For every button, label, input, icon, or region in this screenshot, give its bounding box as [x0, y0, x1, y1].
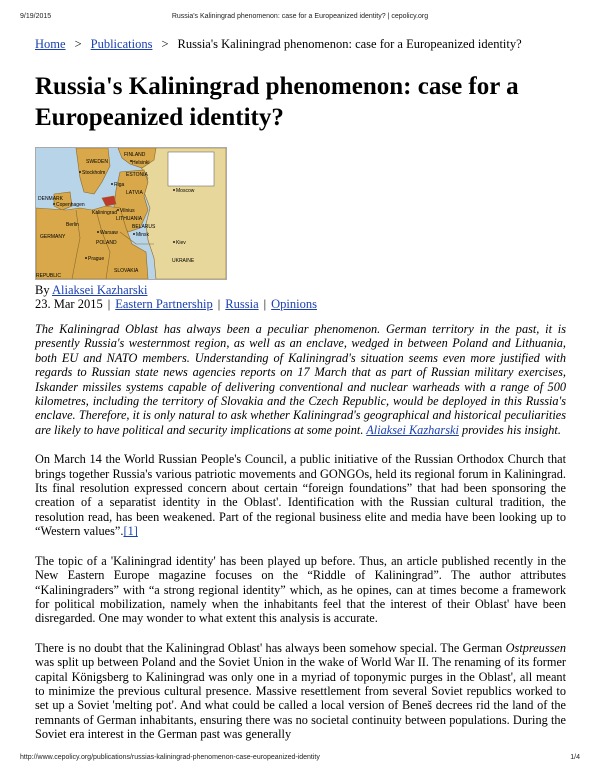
print-title: Russia's Kaliningrad phenomenon: case for a Europeanized identity? | cepolicy.org [171, 13, 429, 20]
byline-prefix: By [35, 283, 50, 297]
map-city-dot [130, 160, 132, 162]
map-label: REPUBLIC [36, 273, 62, 279]
map-label: GERMANY [40, 234, 66, 240]
map-city-dot [111, 183, 113, 185]
map-label: Kaliningrad [92, 210, 118, 216]
map-label: Stockholm [82, 170, 106, 176]
intro-suffix: provides his insight. [461, 422, 561, 437]
map-city-dot [53, 203, 55, 205]
print-header [20, 13, 580, 20]
author-link[interactable]: Aliaksei Kazharski [52, 283, 148, 297]
footnote-link[interactable]: [1] [123, 524, 138, 539]
paragraph-text: There is no doubt that the Kaliningrad Oblast' has always been somehow special. The German [35, 640, 503, 655]
breadcrumb [35, 37, 522, 52]
article-byline [35, 283, 317, 311]
map-label: Minsk [136, 232, 150, 238]
tag-link-russia[interactable]: Russia [225, 297, 259, 311]
intro-author-link[interactable]: Aliaksei Kazharski [366, 422, 459, 437]
map-label: Prague [88, 256, 105, 262]
tag-link-eastern-partnership[interactable]: Eastern Partnership [115, 297, 213, 311]
breadcrumb-separator: > [74, 37, 82, 51]
map-city-dot [85, 257, 87, 259]
map-label: POLAND [96, 240, 117, 246]
map-label: ESTONIA [126, 172, 148, 178]
map-label: FINLAND [124, 152, 146, 158]
map-kaliningrad-region [102, 196, 116, 206]
breadcrumb-home-link[interactable]: Home [35, 37, 66, 51]
map-label: LATVIA [126, 190, 143, 196]
article-meta [35, 297, 317, 311]
page-title: Russia's Kaliningrad phenomenon: case for a Europeanized identity? [35, 73, 519, 131]
map-label: UKRAINE [172, 258, 195, 264]
map-city-dot [97, 231, 99, 233]
map-city-dot [79, 171, 81, 173]
map-label: SWEDEN [86, 159, 108, 165]
intro-text: The Kaliningrad Oblast has always been a peculiar phenomenon. German territory in the past, it is presently Russia's westernmost region, as well as an enclave, wedged in between Poland and Lithuania, both EU and NATO members. Understanding of Kaliningrad's situation seems even more justified with regards to Russian state news agencies reports on 17 March that as part of Russian military exercises, Iskander missiles systems capable of delivering conventional and nuclear warheads with a range of 500 kilometres, including the territory of Slovakia and the Czech Republic, would be deployed in this Russia's enclave. Therefore, it is only natural to ask whether Kaliningrad's geographical and historical peculiarities are likely to have political and security implications at some point. [35, 322, 566, 437]
print-url: http://www.cepolicy.org/publications/russias-kaliningrad-phenomenon-case-europeanized-identity [20, 754, 320, 761]
map-label: LITHUANIA [116, 216, 143, 222]
map-label: Helsinki [132, 160, 150, 166]
map-label: Kiev [176, 240, 186, 246]
map-city-dot [173, 189, 175, 191]
article-paragraph [35, 452, 566, 538]
article-map-image [35, 147, 227, 280]
breadcrumb-publications-link[interactable]: Publications [90, 37, 153, 51]
map-label: Copenhagen [56, 202, 85, 208]
print-date: 9/19/2015 [20, 13, 52, 20]
map-label: BELARUS [132, 224, 156, 230]
author-line [35, 283, 317, 297]
meta-divider: | [263, 297, 267, 311]
breadcrumb-current: Russia's Kaliningrad phenomenon: case for a Europeanized identity? [177, 37, 522, 51]
article-date: 23. Mar 2015 [35, 297, 103, 311]
map-city-dot [133, 233, 135, 235]
paragraph-emphasis: Ostpreussen [505, 640, 566, 655]
map-label: DENMARK [38, 196, 64, 202]
meta-divider: | [107, 297, 111, 311]
breadcrumb-separator: > [161, 37, 169, 51]
tag-link-opinions[interactable]: Opinions [271, 297, 317, 311]
article-intro [35, 322, 566, 437]
map-graphic [36, 148, 226, 279]
map-label: Vilnius [120, 208, 135, 214]
print-footer [20, 754, 580, 761]
paragraph-text: On March 14 the World Russian People's Council, a public initiative of the Russian Orthodox Church that brings together Russia's various patriotic movements and GONGOs, held its regional forum in Kaliningrad. Its final resolution expressed concern about certain “foreign foundations” that had been sponsoring the creation of a separatist identity in the Oblast'. Identification with the Russian cultural tradition, the resolution read, has been weakened. Part of the regional business elite and media have been looking up to “Western values”. [35, 452, 566, 539]
map-label-box [168, 152, 214, 186]
meta-divider: | [217, 297, 221, 311]
paragraph-text: was split up between Poland and the Soviet Union in the wake of World War II. The renaming of its former capital Königsberg to Kaliningrad was only one in a myriad of toponymic purges in the Oblast', all meant to minimize the previous cultural presence. Massive resettlement from several Soviet republics worked to set up a Soviet 'melting pot'. And what could be called a local version of Beneš decrees rid the land of the remnants of German inhabitants, ensuring there was no societal continuity between populations. During the Soviet era interest in the German past was generally [35, 655, 566, 742]
map-city-dot [117, 209, 119, 211]
map-label: Moscow [176, 188, 195, 194]
article-body [35, 322, 566, 757]
article-paragraph: The topic of a 'Kaliningrad identity' has been played up before. Thus, an article published recently in the New Eastern Europe magazine focuses on the “Riddle of Kaliningrad”. The author attributes “Kaliningraders” with “a strong regional identity” which, as he opines, can at times become a framework for political mobilization, namely when the inhabitants feel that the interest of their Oblast' have been disregarded. One may wonder to what extent this analysis is accurate. [35, 553, 566, 626]
map-label: Riga [114, 182, 125, 188]
map-label: Warsaw [100, 230, 118, 236]
print-page-number: 1/4 [570, 754, 580, 761]
map-label: Berlin [66, 222, 79, 228]
map-label: SLOVAKIA [114, 268, 139, 274]
map-city-dot [173, 241, 175, 243]
article-paragraph [35, 641, 566, 742]
